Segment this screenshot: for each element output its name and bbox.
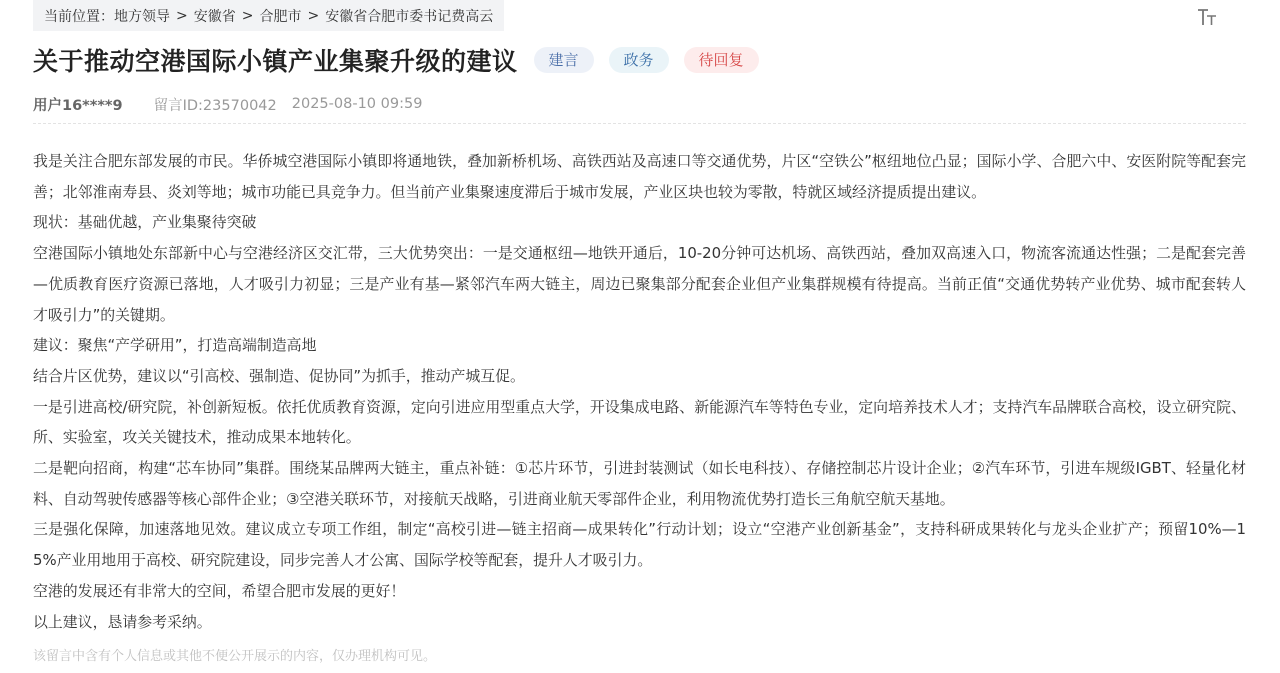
- font-size-icon-graphic: [1196, 6, 1218, 28]
- title-row: [33, 40, 759, 80]
- breadcrumb-item-province[interactable]: 安徽省: [193, 8, 236, 25]
- breadcrumb-separator: >: [241, 7, 254, 24]
- breadcrumb-separator: >: [176, 7, 188, 24]
- content-paragraph: 建议：聚焦“产学研用”，打造高端制造高地: [33, 336, 317, 355]
- breadcrumb-label: 当前位置：: [44, 8, 114, 25]
- content-paragraph: 我是关注合肥东部发展的市民。华侨城空港国际小镇即将通地铁，叠加新桥机场、高铁西站及高速口等交通优势，片区“空铁公”枢纽地位凸显；国际小学、合肥六中、安医附院等配套完善；北邻淮南寿县、炎刘等地；城市功能已具竞争力。但当前产业集聚速度滞后于城市发展，产业区块也较为零散，特就区域经济提质提出建议。: [33, 152, 1246, 201]
- breadcrumb-item-city[interactable]: 合肥市: [259, 8, 302, 25]
- content-paragraph: 一是引进高校/研究院，补创新短板。依托优质教育资源，定向引进应用型重点大学，开设集成电路、新能源汽车等特色专业，定向培养技术人才；支持汽车品牌联合高校，设立研究院、所、实验室，攻关关键技术，推动成果本地转化。: [33, 397, 1246, 447]
- content-paragraph: 空港的发展还有非常大的空间，希望合肥市发展的更好！: [33, 581, 406, 600]
- breadcrumb-item-leader[interactable]: 安徽省合肥市委书记费高云: [325, 8, 494, 25]
- content-paragraph: 三是强化保障，加速落地见效。建议成立专项工作组，制定“高校引进—链主招商—成果转化”行动计划；设立“空港产业创新基金”，支持科研成果转化与龙头企业扩产；预留10%—15%产业用地用于高校、研究院建设，同步完善人才公寓、国际学校等配套，提升人才吸引力。: [33, 520, 1246, 570]
- user-name: 用户16****9: [33, 97, 123, 114]
- divider: [33, 123, 1246, 124]
- breadcrumb-item-leaders[interactable]: 地方领导: [114, 8, 170, 25]
- message-id: 留言ID:23570042: [153, 97, 277, 114]
- message-meta: [33, 94, 422, 114]
- breadcrumb-separator: >: [307, 7, 320, 24]
- privacy-notice: 该留言中含有个人信息或其他不便公开展示的内容，仅办理机构可见。: [33, 649, 437, 664]
- breadcrumb: [33, 0, 504, 31]
- content-paragraph: 以上建议，恳请参考采纳。: [33, 612, 212, 631]
- page-title: 关于推动空港国际小镇产业集聚升级的建议: [33, 47, 518, 76]
- font-size-icon[interactable]: [1196, 6, 1218, 28]
- content-paragraph: 现状：基础优越，产业集聚待突破: [33, 213, 257, 232]
- content-paragraph: 二是靶向招商，构建“芯车协同”集群。围绕某品牌两大链主，重点补链：①芯片环节，引进封装测试（如长电科技）、存储控制芯片设计企业；②汽车环节，引进车规级IGBT、轻量化材料、自动驾驶传感器等核心部件企业；③空港关联环节，对接航天战略，引进商业航天零部件企业，利用物流优势打造长三角航空航天基地。: [33, 459, 1246, 508]
- content-paragraph: 空港国际小镇地处东部新中心与空港经济区交汇带，三大优势突出：一是交通枢纽—地铁开通后，10-20分钟可达机场、高铁西站，叠加双高速入口，物流客流通达性强；二是配套完善—优质教育医疗资源已落地，人才吸引力初显；三是产业有基—紧邻汽车两大链主，周边已聚集部分配套企业但产业集群规模有待提高。当前正值“交通优势转产业优势、城市配套转人才吸引力”的关键期。: [33, 244, 1246, 324]
- status-badge: 待回复: [684, 47, 759, 73]
- message-content: [33, 146, 1246, 637]
- department-tag: 政务: [609, 47, 669, 73]
- message-datetime: 2025-08-10 09:59: [291, 96, 423, 112]
- content-paragraph: 结合片区优势，建议以“引高校、强制造、促协同”为抓手，推动产城互促。: [33, 366, 525, 385]
- type-tag: 建言: [534, 47, 594, 73]
